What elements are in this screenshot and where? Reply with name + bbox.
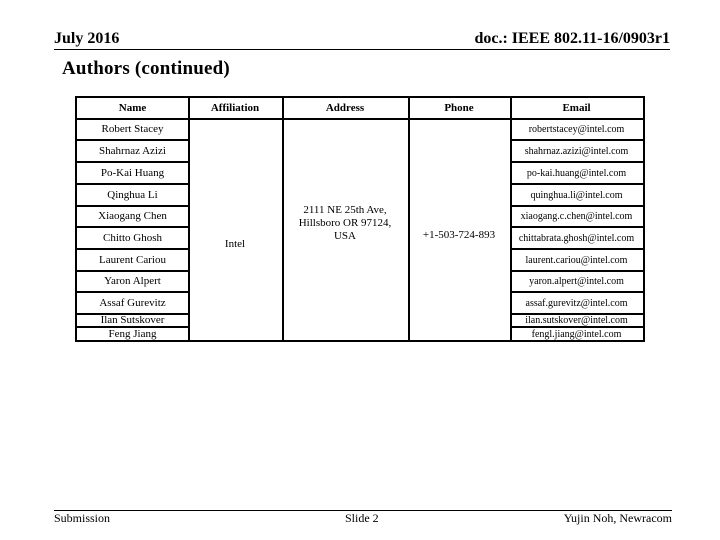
author-name: Po-Kai Huang (100, 166, 165, 179)
footer-left: Submission (54, 511, 111, 525)
column-header-address: Address (325, 101, 365, 114)
author-name: Robert Stacey (101, 123, 164, 135)
author-email: quinghua.li@intel.com (530, 189, 623, 201)
author-email: fengl.jiang@intel.com (531, 328, 622, 340)
author-name: Laurent Cariou (99, 253, 166, 266)
footer-slide-number: Slide 2 (345, 511, 379, 525)
author-email: laurent.cariou@intel.com (525, 254, 628, 266)
author-name: Qinghua Li (107, 188, 158, 201)
slide-title: Authors (continued) (62, 58, 230, 79)
header-date: July 2016 (54, 30, 120, 47)
author-email: ilan.sutskover@intel.com (525, 314, 628, 326)
column-header-name: Name (118, 101, 147, 114)
author-email: shahrnaz.azizi@intel.com (524, 145, 629, 157)
author-name: Feng Jiang (108, 327, 157, 340)
header-doc-id: doc.: IEEE 802.11-16/0903r1 (474, 30, 670, 47)
author-name: Chitto Ghosh (103, 231, 162, 244)
author-name: Shahrnaz Azizi (99, 144, 166, 157)
authors-table (75, 96, 645, 342)
author-email: assaf.gurevitz@intel.com (525, 297, 628, 309)
author-name: Ilan Sutskover (100, 313, 165, 326)
column-header-affiliation: Affiliation (210, 101, 260, 114)
phone-cell: +1-503-724-893 (422, 228, 496, 241)
address-line: USA (333, 229, 356, 242)
address-line: 2111 NE 25th Ave, (303, 203, 387, 216)
author-email: robertstacey@intel.com (528, 124, 625, 135)
author-email: chittabrata.ghosh@intel.com (518, 232, 635, 244)
address-cell (282, 120, 408, 340)
author-email: po-kai.huang@intel.com (526, 167, 627, 179)
author-email: yaron.alpert@intel.com (529, 276, 624, 287)
footer-author: Yujin Noh, Newracom (563, 511, 672, 525)
author-name: Assaf Gurevitz (99, 296, 166, 309)
address-line: Hillsboro OR 97124, (298, 216, 392, 229)
author-name: Xiaogang Chen (98, 210, 167, 222)
author-email: xiaogang.c.chen@intel.com (520, 211, 633, 222)
affiliation-cell: Intel (224, 237, 246, 250)
author-name: Yaron Alpert (104, 275, 161, 287)
header-divider (54, 49, 670, 50)
column-header-phone: Phone (444, 101, 474, 114)
column-header-email: Email (562, 101, 591, 114)
